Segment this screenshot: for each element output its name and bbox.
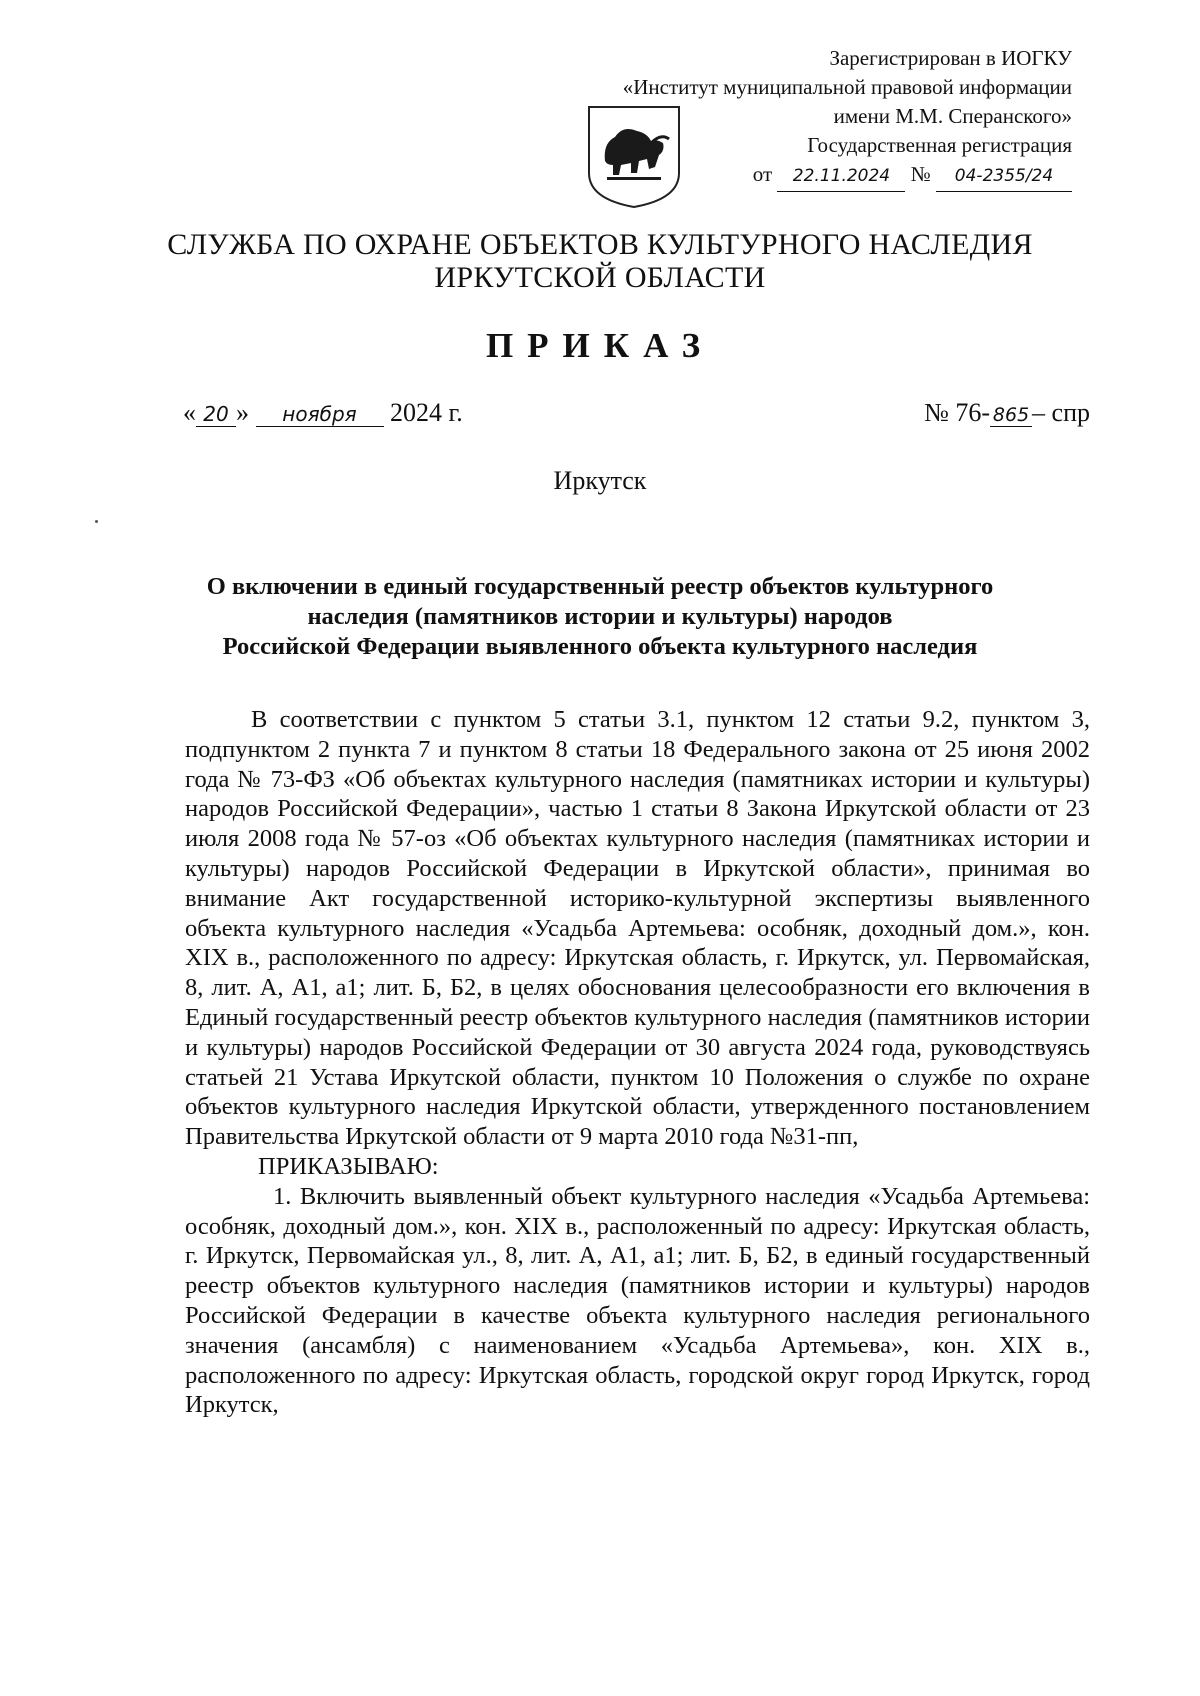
date-year: 2024 г. [390,398,463,427]
registration-date-row [623,160,1072,192]
registration-line-1: Зарегистрирован в ИОГКУ [829,46,1072,70]
registration-date-value: 22.11.2024 [777,162,905,192]
date-open-quote: « [183,398,196,427]
registration-line-3: имени М.М. Сперанского» [833,104,1072,128]
city: Иркутск [553,466,647,495]
coat-of-arms-icon [585,103,683,211]
subject-line-3: Российской Федерации выявленного объекта культурного наследия [222,633,978,660]
order-date [183,398,463,428]
order-number-prefix: № 76- [924,398,991,427]
document-subject [150,572,1050,662]
order-number-suffix: – спр [1032,398,1090,427]
registration-number-prefix: № [910,162,931,186]
subject-line-1: О включении в единый государственный реестр объектов культурного [206,573,994,600]
document-body [185,705,1090,1420]
registration-line-4: Государственная регистрация [807,133,1072,157]
registration-stamp [623,44,1072,192]
date-month: ноября [256,402,384,427]
preamble-paragraph: В соответствии с пунктом 5 статьи 3.1, пунктом 12 статьи 9.2, пунктом 3, подпунктом 2 пункта 7 и пунктом 8 статьи 18 Федерального закона от 25 июня 2002 года № 73-ФЗ «Об объектах культурного наследия (памятниках истории и культуры) народов Российской Федерации», частью 1 статьи 8 Закона Иркутской области от 23 июля 2008 года № 57-оз «Об объектах культурного наследия (памятниках истории и культуры) народов Российской Федерации в Иркутской области», принимая во внимание Акт государственной историко-культурной экспертизы выявленного объекта культурного наследия «Усадьба Артемьева: особняк, доходный дом.», кон. XIX в., расположенного по адресу: Иркутская область, г. Иркутск, ул. Первомайская, 8, лит. А, А1, а1; лит. Б, Б2, в целях обоснования целесообразности его включения в Единый государственный реестр объектов культурного наследия (памятников истории и культуры) народов Российской Федерации от 30 августа 2024 года, руководствуясь статьей 21 Устава Иркутской области, пунктом 10 Положения о службе по охране объектов культурного наследия Иркутской области, утвержденного постановлением Правительства Иркутской области от 9 марта 2010 года №31-пп, [185,706,1090,1151]
date-day: 20 [196,402,236,427]
scan-speck [95,520,98,523]
date-close-quote: » [236,398,249,427]
registration-line-2: «Институт муниципальной правовой информации [622,75,1072,99]
document-type: ПРИКАЗ [485,326,715,365]
registration-date-prefix: от [752,162,773,186]
agency-line-2: ИРКУТСКОЙ ОБЛАСТИ [434,261,766,294]
subject-line-2: наследия (памятников истории и культуры) народов [307,603,893,630]
decree-item-1: 1. Включить выявленный объект культурного наследия «Усадьба Артемьева: особняк, доходный дом.», кон. XIX в., расположенный по адресу: Иркутская область, г. Иркутск, Первомайская ул., 8, лит. А, А1, а1; лит. Б, Б2, в единый государственный реестр объектов культурного наследия (памятников истории и культуры) народов Российской Федерации в качестве объекта культурного наследия регионального значения (ансамбля) с наименованием «Усадьба Артемьева», кон. XIX в., расположенного по адресу: Иркутская область, городской округ город Иркутск, город Иркутск, [185,1182,1090,1419]
order-number [924,398,1090,428]
agency-name [0,228,1200,294]
agency-line-1: СЛУЖБА ПО ОХРАНЕ ОБЪЕКТОВ КУЛЬТУРНОГО НАСЛЕДИЯ [167,228,1033,261]
order-number-handwritten: 865 [990,404,1032,427]
decree-word: ПРИКАЗЫВАЮ: [258,1152,439,1180]
registration-number-value: 04-2355/24 [936,162,1072,192]
